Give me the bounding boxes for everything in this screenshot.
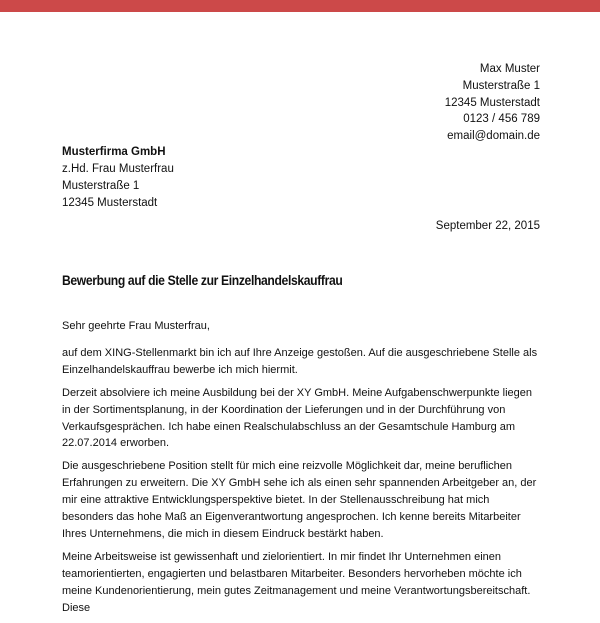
accent-header-bar: [0, 0, 600, 12]
body-paragraph: Derzeit absolviere ich meine Ausbildung bei der XY GmbH. Meine Aufgabenschwerpunkte liegen in der Sortimentsplanung, in der Koordination der Lieferungen und in der Durchführung von Verkaufsgesprächen. Ich habe einen Realschulabschluss an der Gesamtschule Hamburg am 22.07.2014 erworben.: [62, 386, 533, 450]
sender-name: Max Muster: [479, 63, 540, 75]
letter-body: [62, 318, 540, 623]
sender-city: 12345 Musterstadt: [444, 96, 540, 109]
recipient-address-block: [62, 144, 174, 212]
sender-address-block: [445, 61, 540, 145]
body-paragraph: Die ausgeschriebene Position stellt für mich eine reizvolle Möglichkeit dar, meine beruflichen Erfahrungen zu erweitern. Die XY GmbH sehe ich als einen sehr spannenden Arbeitgeber an, der mir eine attraktive Entwicklungsperspektive bietet. In der Stellenausschreibung hat mich besonders das hohe Maß an Eigenverantwortung angesprochen. Ich kenne bereits Mitarbeiter Ihres Unternehmens, die mich in diesem Eindruck bestärkt haben.: [62, 460, 537, 540]
salutation: Sehr geehrte Frau Musterfrau,: [62, 320, 210, 332]
recipient-city: 12345 Musterstadt: [62, 197, 158, 209]
body-paragraph: Meine Arbeitsweise ist gewissenhaft und zielorientiert. In mir findet Ihr Unternehmen einen teamorientierten, engagierten und belastbaren Mitarbeiter. Besonders hervorheben möchte ich meine Kundenorientierung, mein gutes Zeitmanagement und meine Verantwortungsbereitschaft. Diese: [62, 550, 531, 614]
letter-subject: Bewerbung auf die Stelle zur Einzelhandelskauffrau: [62, 273, 343, 288]
sender-street: Musterstraße 1: [462, 79, 540, 92]
sender-phone: 0123 / 456 789: [463, 113, 540, 126]
recipient-street: Musterstraße 1: [62, 180, 140, 192]
body-paragraph: auf dem XING-Stellenmarkt bin ich auf Ihre Anzeige gestoßen. Auf die ausgeschriebene Stelle als Einzelhandelskauffrau bewerbe ich mich hiermit.: [62, 346, 538, 376]
recipient-company: Musterfirma GmbH: [62, 146, 166, 158]
recipient-attention: z.Hd. Frau Musterfrau: [62, 163, 174, 175]
sender-email: email@domain.de: [447, 130, 540, 143]
letter-date: September 22, 2015: [435, 220, 540, 232]
